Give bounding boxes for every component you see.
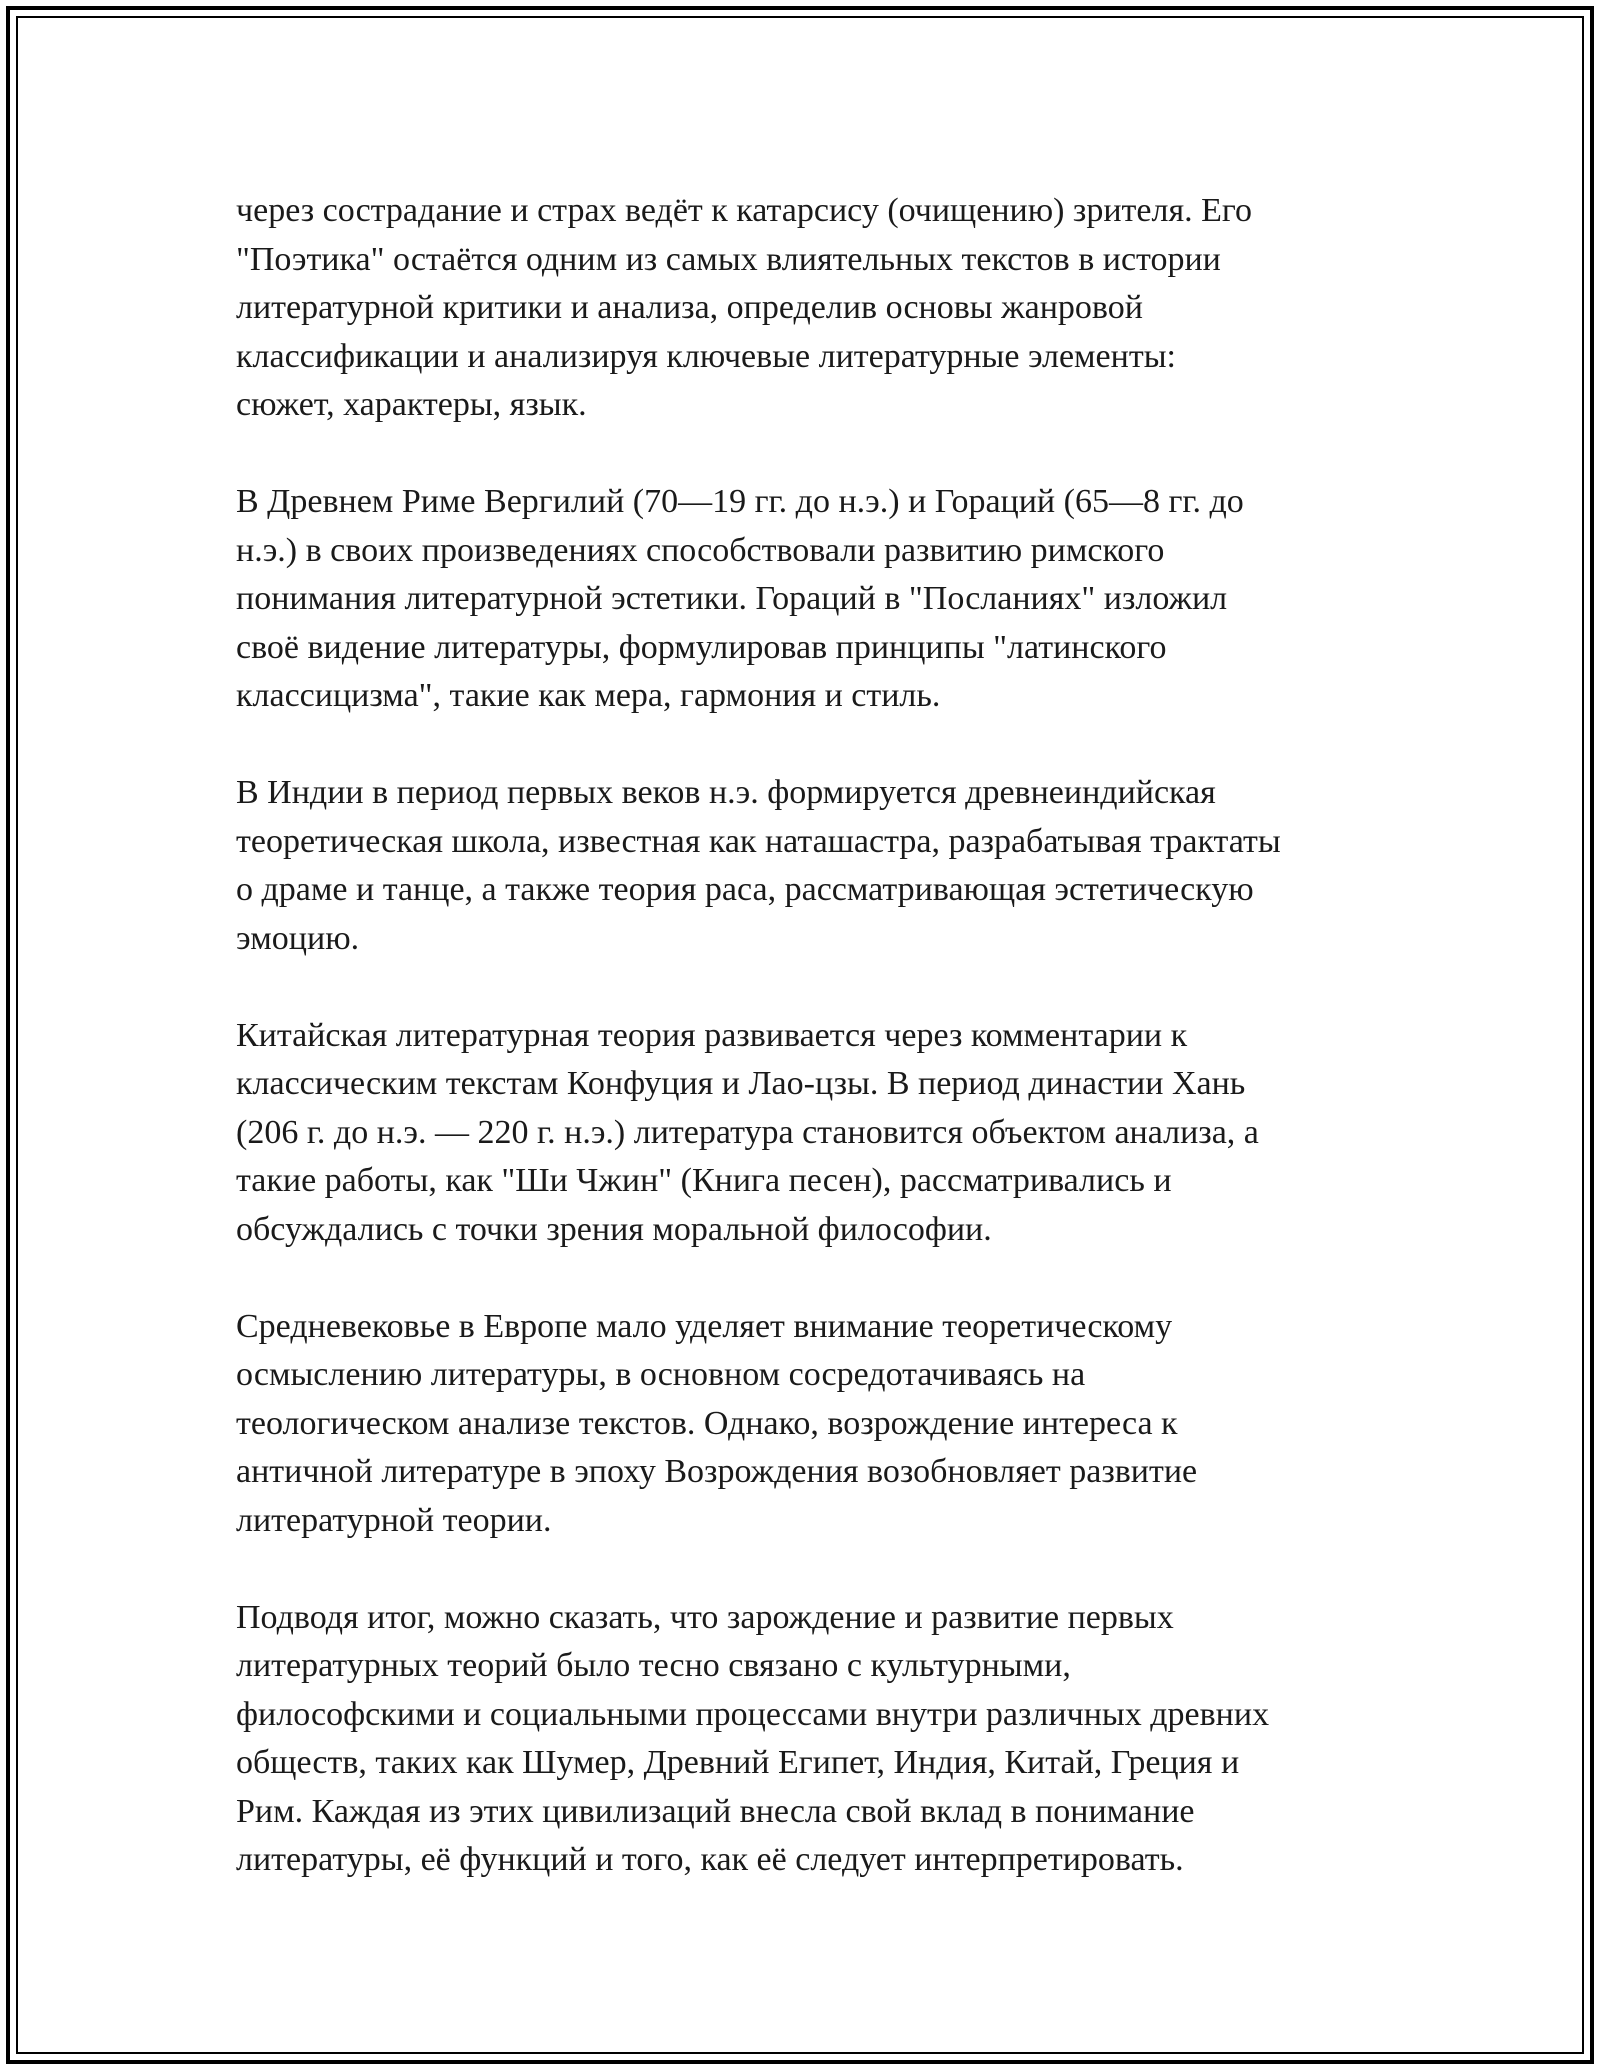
text-line: (206 г. до н.э. — 220 г. н.э.) литература становится объектом анализа, а bbox=[236, 1113, 1259, 1151]
text-line: литературной теории. bbox=[236, 1501, 552, 1539]
text-line: Средневековье в Европе мало уделяет внимание теоретическому bbox=[236, 1307, 1173, 1345]
text-line: своё видение литературы, формулировав принципы "латинского bbox=[236, 628, 1167, 666]
paragraph-china bbox=[236, 1012, 1396, 1255]
paragraph-poetics bbox=[236, 187, 1396, 430]
text-line: классицизма", такие как мера, гармония и стиль. bbox=[236, 677, 941, 714]
text-line: такие работы, как "Ши Чжин" (Книга песен), рассматривались и bbox=[236, 1162, 1172, 1199]
text-line: античной литературе в эпоху Возрождения возобновляет развитие bbox=[236, 1453, 1198, 1490]
text-line: сюжет, характеры, язык. bbox=[236, 386, 587, 423]
text-line: обществ, таких как Шумер, Древний Египет, Индия, Китай, Греция и bbox=[236, 1744, 1240, 1781]
text-line: н.э.) в своих произведениях способствовали развитию римского bbox=[236, 531, 1165, 569]
text-line: литературной критики и анализа, определив основы жанровой bbox=[236, 289, 1143, 326]
paragraph-middle-ages bbox=[236, 1303, 1396, 1546]
text-line: В Древнем Риме Вергилий (70—19 гг. до н.э.) и Гораций (65—8 гг. до bbox=[236, 483, 1244, 520]
text-line: теоретическая школа, известная как наташастра, разрабатывая трактаты bbox=[236, 822, 1281, 860]
document-body bbox=[236, 187, 1396, 1885]
text-line: классификации и анализируя ключевые литературные элементы: bbox=[236, 337, 1176, 375]
paragraph-conclusion bbox=[236, 1594, 1396, 1885]
text-line: философскими и социальными процессами внутри различных древних bbox=[236, 1695, 1270, 1733]
text-line: литературных теорий было тесно связано с культурными, bbox=[236, 1647, 1071, 1684]
text-line: Рим. Каждая из этих цивилизаций внесла свой вклад в понимание bbox=[236, 1792, 1195, 1830]
text-line: через сострадание и страх ведёт к катарсису (очищению) зрителя. Его bbox=[236, 192, 1252, 229]
text-line: теологическом анализе текстов. Однако, возрождение интереса к bbox=[236, 1404, 1178, 1442]
text-line: обсуждались с точки зрения моральной философии. bbox=[236, 1210, 992, 1248]
text-line: "Поэтика" остаётся одним из самых влиятельных текстов в истории bbox=[236, 240, 1221, 278]
text-line: Китайская литературная теория развивается через комментарии к bbox=[236, 1016, 1188, 1054]
paragraph-india bbox=[236, 769, 1396, 963]
paragraph-ancient-rome bbox=[236, 478, 1396, 721]
text-line: литературы, её функций и того, как её следует интерпретировать. bbox=[236, 1841, 1184, 1878]
text-line: классическим текстам Конфуция и Лао-цзы. В период династии Хань bbox=[236, 1065, 1246, 1102]
text-line: о драме и танце, а также теория раса, рассматривающая эстетическую bbox=[236, 871, 1254, 908]
text-line: В Индии в период первых веков н.э. формируется древнеиндийская bbox=[236, 774, 1216, 811]
text-line: эмоцию. bbox=[236, 919, 360, 957]
text-line: осмыслению литературы, в основном сосредотачиваясь на bbox=[236, 1356, 1086, 1393]
text-line: Подводя итог, можно сказать, что зарождение и развитие первых bbox=[236, 1598, 1174, 1636]
text-line: понимания литературной эстетики. Гораций в "Посланиях" изложил bbox=[236, 580, 1228, 617]
